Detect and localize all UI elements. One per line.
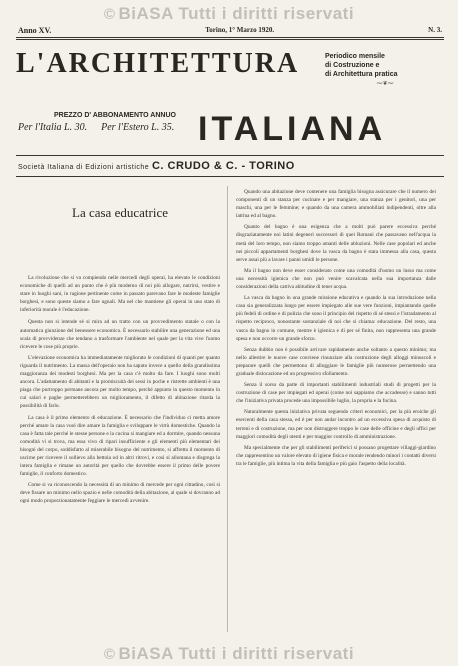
subscription-title: PREZZO D' ABBONAMENTO ANNUO: [54, 112, 176, 119]
paragraph: Senza dubbio non è possibile arrivare rapidamente anche soltanto a questo minimo; ma nello allestire le nuove case conviene rinunziare alla costruzione degli alloggi minuscoli e preparare quelli che permettono di alloggiare le famiglie più numerose permettendo una graduale dislocazione ed un progressivo sfollamento.: [236, 346, 436, 377]
price-italia: Per l'Italia L. 30.: [18, 122, 88, 133]
copyright-symbol: ©: [103, 6, 116, 23]
periodico-description: [325, 52, 445, 89]
article-title: La casa educatrice: [72, 205, 168, 220]
issue-year: Anno XV.: [18, 26, 52, 35]
paragraph: La vasca da bagno in una grande missione educativa e quando la sua introduzione nella casa sia generalizzata lungo per essere impiegato alle sue vere funzioni, impiantando quelle più fedeli di ordine e di pulizia che sono il principio del rispetto di sé stessi e l'istradamento al rispetto reciproco, nonostante sostanziale di noi che si chiama: educazione. Del resto, una vasca da bagno in comune, mentre è igienica e di per sé finita, non rappresenta una grande spesa e non occorre un grande sforzo.: [236, 295, 436, 342]
header-rule-thin: [16, 39, 444, 40]
issue-number: N. 3.: [428, 26, 442, 34]
article-left-column: [20, 274, 220, 509]
publisher-rule-top: [16, 155, 444, 156]
paragraph: Naturalmente questa iniziativa privata seguendo criteri economici, per la più eroiche gli esercenti della casa stessa, ed è per non andar incontro ad un eccessiva spesa di acquisto di terreni e di costruzione, ma per non distruggere troppo le case delle officine e degli uffici per maggiori comodità degli utenti e per maggior controllo di amministrazione.: [236, 409, 436, 440]
paragraph: Quanto del bagno è una esigenza che a molti può parere eccessiva perché disgraziatamente noi latini degeneri successori di quei Romani che passavano nell'acqua la metà del loro tempo, non siamo troppo amanti delle abluzioni. Nelle case popolari ed anche nei piccoli appartamenti borghesi dove la vasca da bagno è stata immessa alla casa, questa serve assai più a lavare i panni umidi le persone.: [236, 224, 436, 263]
masthead-title-line2: ITALIANA: [198, 110, 387, 148]
periodico-line: Periodico mensile: [325, 53, 385, 60]
header-rule: [16, 37, 444, 38]
masthead-title-line1: L'ARCHITETTURA: [16, 48, 300, 79]
paragraph: La casa è il primo elemento di educazione. È necessario che l'individuo ci metta amore perché amare la casa vuol dire amare la famiglia e sviluppare le virtù domestiche. Quando la casa è fatta tale perché le stesse persone e la cucina si mangiare ed a dormire, quando nessuna comodità vi si trova, ma essa vivo di ripari insufficiente e gli elementi più elementari dei bisogni del corpo, soddisfatto al miserabile bisogno del nutrimento, si affretta il momento di uscirne per ricevere il sollievo alla bettola od in altri ritrovi, e così si allontana e disgrega la intera famiglia e rimane un autorità per quello che dovrebbe essere il primo delle povere famiglie, il conforto domestico.: [20, 414, 220, 478]
article-right-column: [236, 188, 436, 471]
watermark-text: BiASA Tutti i diritti riservati: [118, 4, 355, 23]
paragraph: Questa non si intende sé si mira ad un tratto con un provvedimento statale o con la automatica giunzione del benessere economico. È necessario stabilire una generazione ed una scala di provvidenze che tendano a trasformare l'ambiente nel quale per la vita vive l'uomo ricevere le cose più proprie.: [20, 319, 220, 350]
watermark-top: [0, 4, 458, 24]
issue-place-date: Torino, 1° Marzo 1920.: [205, 26, 275, 34]
publisher-name: C. CRUDO & C. - TORINO: [151, 160, 295, 172]
paragraph: Senza il sorso da parte di importanti stabilimenti industriali studi di progetti per la costruzione di case per impiegati ed operai (come noi sappiamo che accadesse) e sanno tutti che l'iniziativa privata procede una impossibile luglio, la propria e la fucina.: [236, 382, 436, 405]
ornament-icon: ⁓❦⁓: [376, 81, 394, 87]
periodico-line: di Architettura pratica: [325, 71, 398, 78]
subscription-prices: [18, 122, 174, 133]
paragraph: Come si va riconoscendo la necessità di un minimo di mercede per ogni cittadino, così si deve fissare un minimo nello spazio e nelle comodità della abitazione, al quale si dovranno ad ogni modo proporzionatamente feggiare le mercedi avvenire.: [20, 482, 220, 505]
publisher-line: [18, 160, 442, 172]
paragraph: L'elevazione economica ha immediatamente migliorato le condizioni di quanti per quanto riguarda il nutrimento. La massa dell'operaio non ha saputo invece a quello della grandissima maggioranza dei modesti borghesi. Ma per la casa c'è molto da fare. I luoghi sono molti ancora. L'adattamento di abitanti e la promiscuità dei sessi in poche e ristrette ambienti è una piaga che purtroppo permane ancora per molto tempo, perché appunto in questo momento in cui salari e paghe permetterebbero un miglioramento, il difetto di abitazione ritarda la possibilità di farlo.: [20, 354, 220, 410]
paragraph: Ma specialmente che per gli stabilimenti periferici si possano progettare villaggi-giardino che rappresentino un valore elevato di igiene fisica e morale rendendo minori i contatti diversi tra le famiglie, più intima la vita della famiglia e più gaio l'aspetto della località.: [236, 444, 436, 467]
price-estero: Per l'Estero L. 35.: [101, 122, 175, 133]
paragraph: Quando una abitazione deve contenere una famiglia bisogna assicurare che il numero dei componenti di un stanza per cucinare e per mangiare, una stanza per i genitori, una per maschi, una per le femmine; e quando da una camera ammobiliati indipendenti, oltre alla latrina ed al bagno.: [236, 189, 436, 220]
publisher-prefix: Società Italiana di Edizioni artistiche: [18, 164, 150, 171]
paragraph: La rivoluzione che si va compiendo nelle mercedi degli operai, ha elevato le condizioni economiche di quelli ad un punto che è più moderno di noi più allogare, nutrirsi, vestire e stare in luoghi sani, in ragione pertinente come in passato parevano fare le modeste famiglie borghesi, e sono queste siamo a fare ugnali. Ma nel che mantiene gli operai in uno stato di inferiorità morale è l'educazione.: [20, 275, 220, 314]
publisher-rule-bottom: [16, 176, 444, 177]
paragraph: Ma il bagno non deve esser considerato come una comodità d'uomo un lusso ma come una necessità igienica che non può venire scavalcata nella sua importanza dalle considerazioni della cattiva abitudine di tener acqua.: [236, 267, 436, 291]
copyright-symbol: ©: [103, 646, 116, 663]
periodico-line: di Costruzione e: [325, 62, 380, 69]
watermark-bottom: [0, 644, 458, 664]
column-divider: [227, 186, 228, 632]
issue-header: [18, 26, 442, 35]
watermark-text: BiASA Tutti i diritti riservati: [118, 644, 355, 663]
